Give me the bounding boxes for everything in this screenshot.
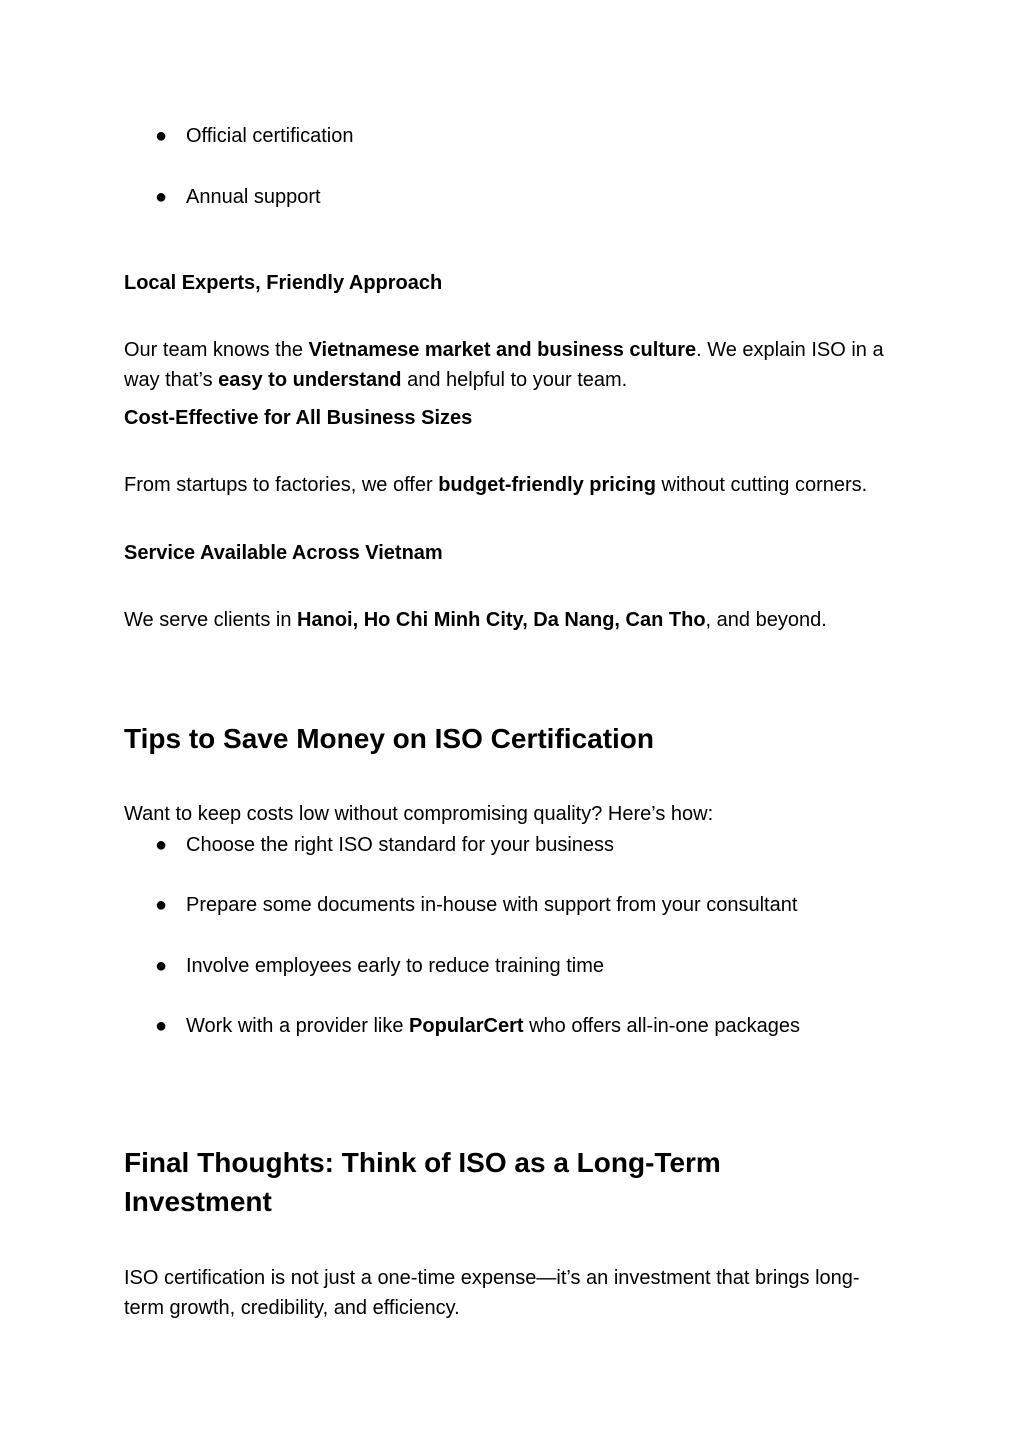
list-item: [155, 1014, 800, 1038]
list-item: [155, 954, 604, 978]
bold-text: PopularCert: [409, 1015, 524, 1037]
bullet-icon: ●: [155, 1015, 168, 1037]
bullet-icon: ●: [155, 955, 168, 977]
text-span: We serve clients in: [124, 609, 298, 631]
bold-text: easy to understand: [218, 369, 402, 391]
list-item-text: Involve employees early to reduce training time: [186, 955, 604, 977]
section-heading-local-experts: Local Experts, Friendly Approach: [124, 272, 443, 294]
section-heading-cost-effective: Cost-Effective for All Business Sizes: [124, 407, 473, 429]
list-item: [155, 893, 797, 917]
paragraph-cost-effective: [124, 470, 894, 500]
bold-text: Hanoi, Ho Chi Minh City, Da Nang, Can Tho: [297, 609, 706, 631]
text-span: and helpful to your team.: [401, 369, 628, 391]
list-item-text: Official certification: [186, 125, 354, 147]
text-span: . We explain ISO in a way that’s: [124, 339, 884, 391]
list-item-text: Prepare some documents in-house with support from your consultant: [186, 894, 798, 916]
paragraph-tips-intro: Want to keep costs low without compromising quality? Here’s how:: [124, 803, 714, 825]
text-span: without cutting corners.: [655, 474, 868, 496]
list-item-text: Choose the right ISO standard for your business: [186, 834, 615, 856]
list-item: [155, 185, 321, 209]
paragraph-final-thoughts: ISO certification is not just a one-time expense—it’s an investment that brings long-term growth, credibility, and efficiency.: [124, 1267, 860, 1319]
section-title-final-thoughts: Final Thoughts: Think of ISO as a Long-Term Investment: [124, 1147, 721, 1217]
text-span: , and beyond.: [705, 609, 827, 631]
bullet-icon: ●: [155, 125, 168, 147]
list-item-text: Annual support: [186, 186, 321, 208]
list-item: [155, 833, 614, 857]
bullet-icon: ●: [155, 186, 168, 208]
bullet-icon: ●: [155, 834, 168, 856]
section-title-tips: Tips to Save Money on ISO Certification: [124, 723, 655, 754]
text-span: who offers all-in-one packages: [523, 1015, 800, 1037]
section-heading-service-available: Service Available Across Vietnam: [124, 542, 443, 564]
bullet-icon: ●: [155, 894, 168, 916]
paragraph-service-available: [124, 605, 894, 635]
list-item-text: [186, 1015, 800, 1037]
text-span: Work with a provider like: [186, 1015, 410, 1037]
text-span: Our team knows the: [124, 339, 309, 361]
paragraph-local-experts: [124, 335, 894, 395]
list-item: [155, 124, 353, 148]
bold-text: Vietnamese market and business culture: [308, 339, 697, 361]
text-span: From startups to factories, we offer: [124, 474, 439, 496]
bold-text: budget-friendly pricing: [438, 474, 656, 496]
